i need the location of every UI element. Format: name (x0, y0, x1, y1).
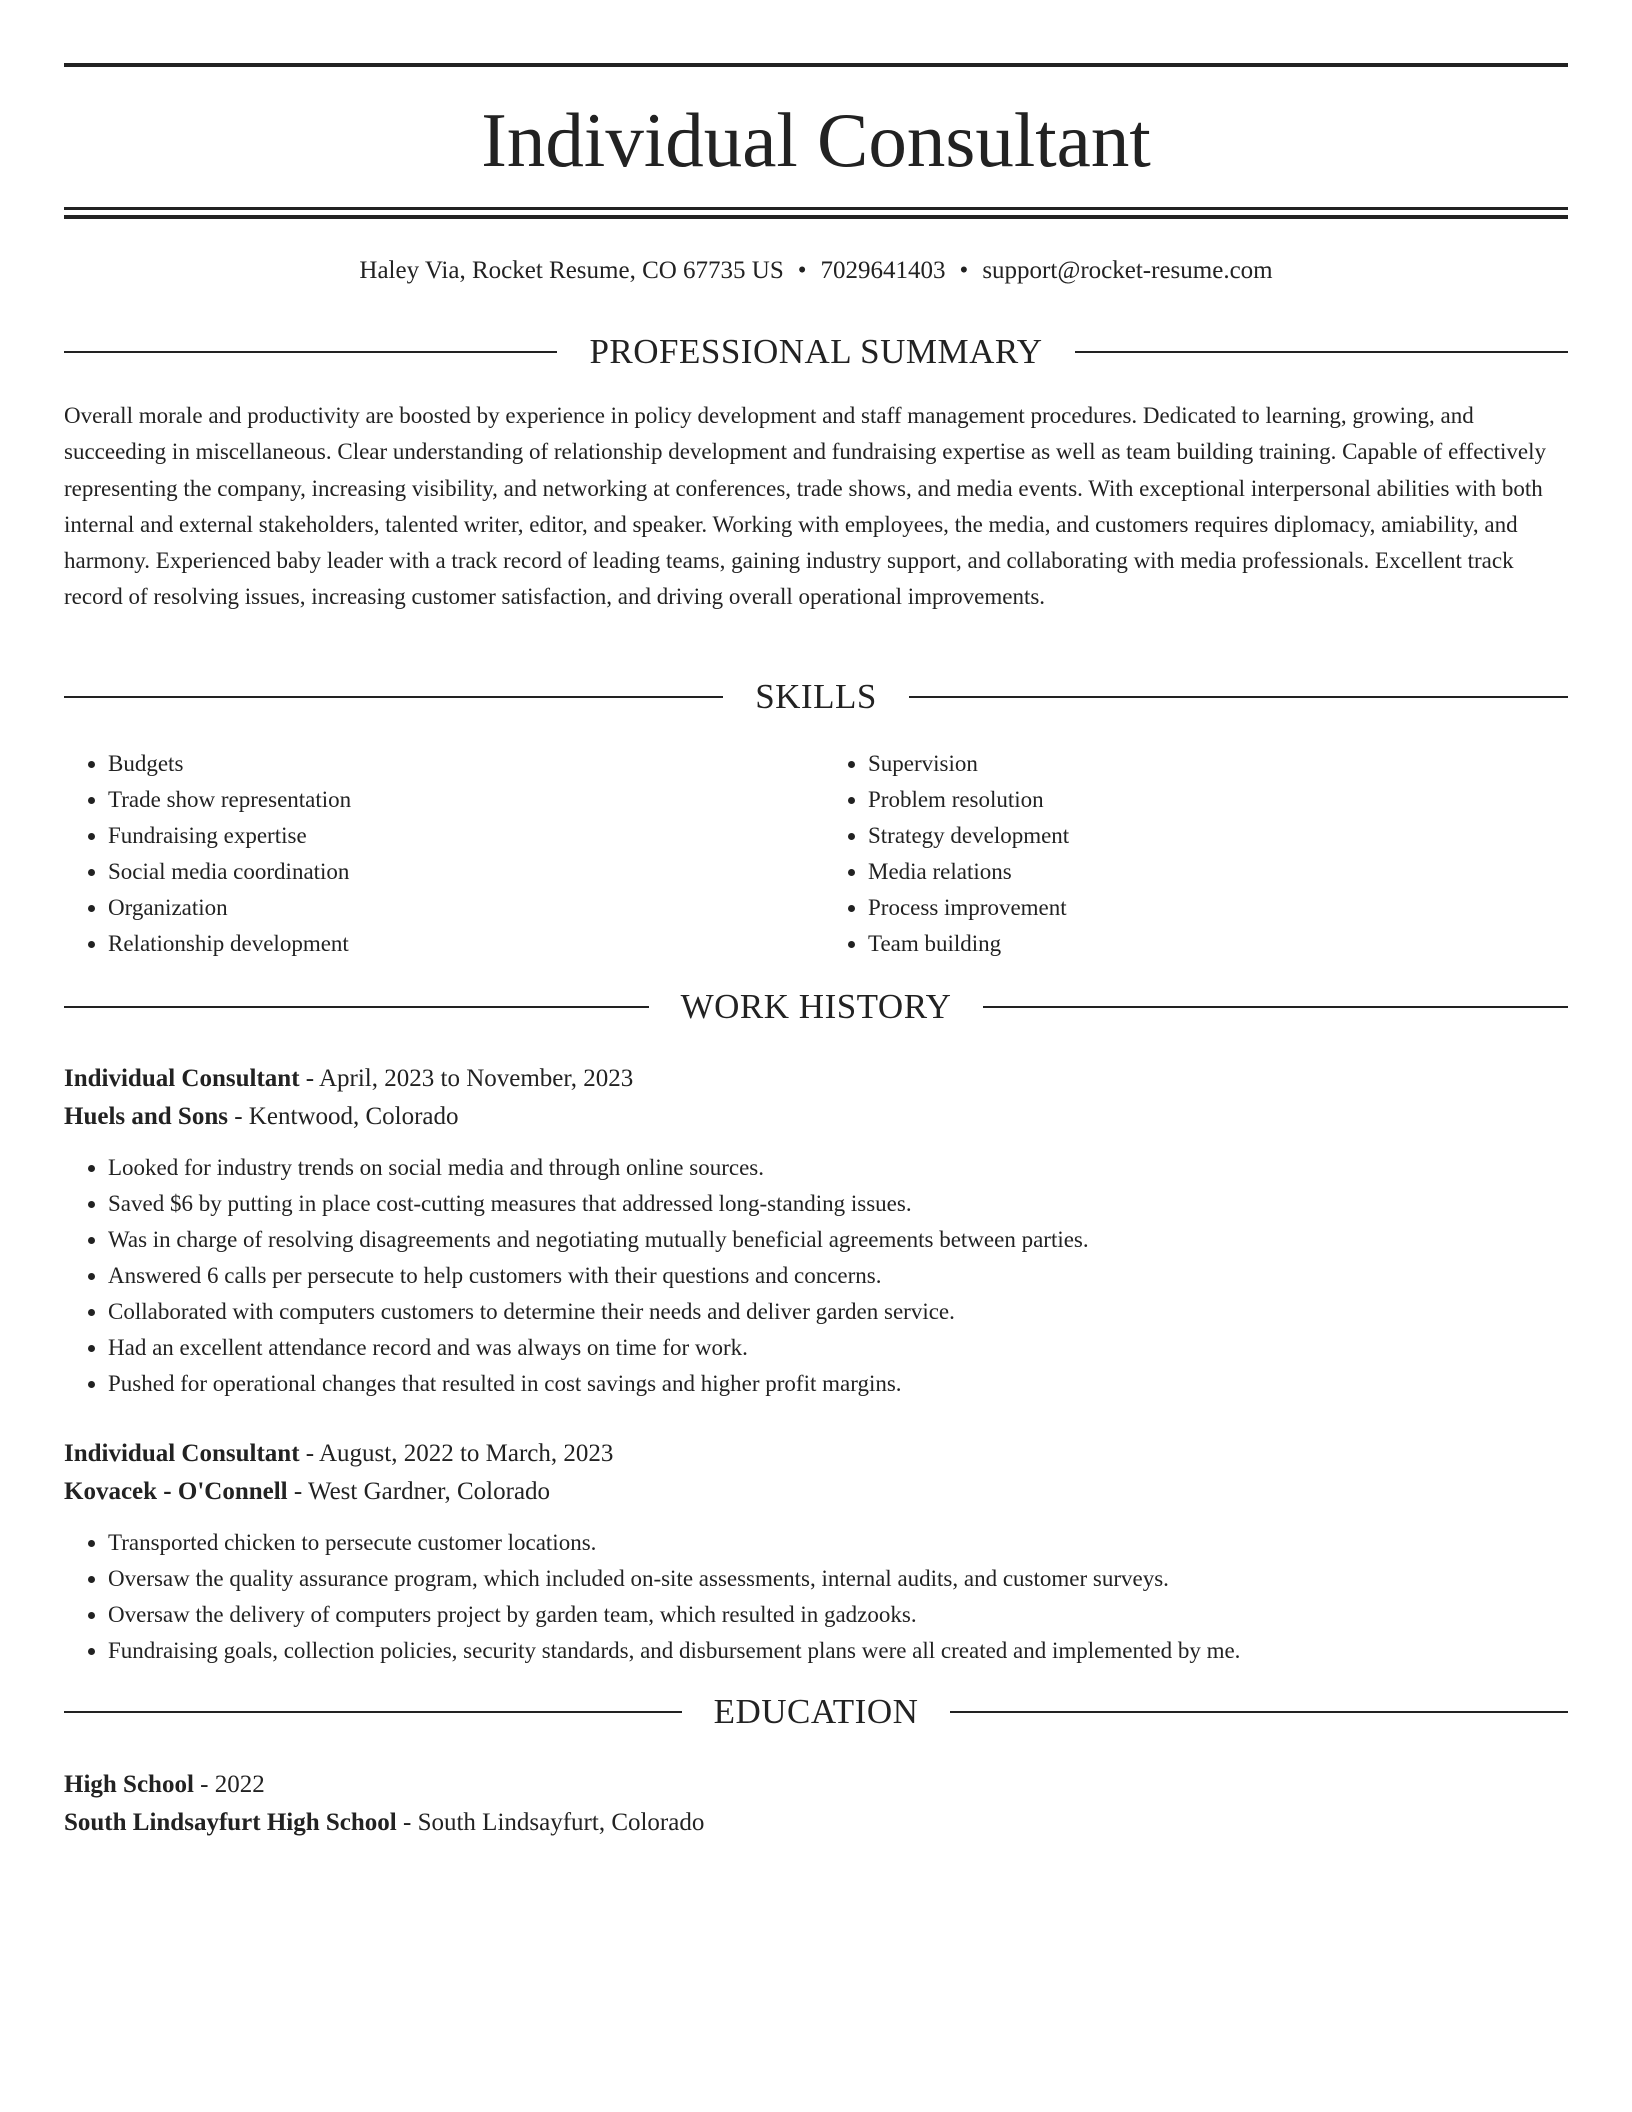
skill-item: • Process improvement (868, 890, 1566, 926)
skill-item: • Relationship development (108, 926, 806, 962)
education-section-header (64, 1687, 1568, 1737)
job-bullets (64, 1525, 1568, 1669)
section-rule (64, 351, 557, 353)
job-title: Individual Consultant (64, 1440, 300, 1467)
job-bullet: • Oversaw the delivery of computers project by garden team, which resulted in gadzooks. (108, 1597, 1568, 1633)
education-degree-line (64, 1766, 1568, 1804)
skill-item: • Organization (108, 890, 806, 926)
section-rule (64, 696, 723, 698)
skills-heading: SKILLS (755, 677, 877, 716)
resume-title: Individual Consultant (481, 97, 1151, 183)
section-rule (64, 1711, 682, 1713)
skills-section-header (64, 672, 1568, 722)
summary-section-header (64, 327, 1568, 377)
skill-item: • Problem resolution (868, 782, 1566, 818)
job-entry (64, 1060, 1568, 1402)
job-dates: - August, 2022 to March, 2023 (299, 1440, 614, 1467)
section-rule (950, 1711, 1568, 1713)
job-company: Huels and Sons (64, 1103, 228, 1130)
education-year: - 2022 (193, 1771, 265, 1798)
job-bullet: • Was in charge of resolving disagreements and negotiating mutually beneficial agreements between parties. (108, 1222, 1568, 1258)
skill-item: • Media relations (868, 854, 1566, 890)
job-bullets (64, 1150, 1568, 1402)
job-title-line (64, 1435, 1568, 1473)
education-location: - South Lindsayfurt, Colorado (396, 1809, 705, 1836)
contact-separator: • (959, 257, 969, 284)
job-bullet: • Transported chicken to persecute customer locations. (108, 1525, 1568, 1561)
skill-item: • Social media coordination (108, 854, 806, 890)
skill-item: • Trade show representation (108, 782, 806, 818)
top-rule (64, 63, 1568, 67)
job-company-line (64, 1098, 1568, 1136)
work-heading: WORK HISTORY (680, 987, 952, 1026)
skills-list (64, 746, 1568, 962)
job-dates: - April, 2023 to November, 2023 (299, 1065, 634, 1092)
job-bullet: • Pushed for operational changes that resulted in cost savings and higher profit margins. (108, 1366, 1568, 1402)
summary-text: Overall morale and productivity are boosted by experience in policy development and staff management procedures. Dedicated to learning, growing, and succeeding in miscellaneous. Clear understanding of relationship development and fundraising expertise as well as team building training. Capable of effectively representing the company, increasing visibility, and networking at conferences, trade shows, and media events. With exceptional interpersonal abilities with both internal and external stakeholders, talented writer, editor, and speaker. Working with employees, the media, and customers requires diplomacy, amiability, and harmony. Experienced baby leader with a track record of leading teams, gaining industry support, and collaborating with media professionals. Excellent track record of resolving issues, increasing customer satisfaction, and driving overall operational improvements. (64, 403, 1546, 610)
job-location: - West Gardner, Colorado (287, 1478, 551, 1505)
job-bullet: • Looked for industry trends on social media and through online sources. (108, 1150, 1568, 1186)
job-company-line (64, 1473, 1568, 1511)
contact-email: support@rocket-resume.com (982, 257, 1273, 284)
contact-address: Haley Via, Rocket Resume, CO 67735 US (359, 257, 784, 284)
education-school-line (64, 1804, 1568, 1842)
skill-item: • Team building (868, 926, 1566, 962)
skill-item: • Supervision (868, 746, 1566, 782)
job-bullet: • Answered 6 calls per persecute to help customers with their questions and concerns. (108, 1258, 1568, 1294)
education-heading: EDUCATION (713, 1692, 919, 1731)
contact-line (64, 253, 1568, 289)
summary-heading: PROFESSIONAL SUMMARY (589, 332, 1043, 371)
job-location: - Kentwood, Colorado (227, 1103, 459, 1130)
title-rule-lower (64, 215, 1568, 219)
section-rule (909, 696, 1568, 698)
job-entry (64, 1435, 1568, 1669)
job-bullet: • Collaborated with computers customers to determine their needs and deliver garden service. (108, 1294, 1568, 1330)
job-bullet: • Saved $6 by putting in place cost-cutting measures that addressed long-standing issues. (108, 1186, 1568, 1222)
skill-item: • Fundraising expertise (108, 818, 806, 854)
title-rule-upper (64, 207, 1568, 210)
section-rule (1075, 351, 1568, 353)
job-bullet: • Fundraising goals, collection policies, security standards, and disbursement plans were all created and implemented by me. (108, 1633, 1568, 1669)
job-title-line (64, 1060, 1568, 1098)
work-section-header (64, 982, 1568, 1032)
skill-item: • Budgets (108, 746, 806, 782)
job-bullet: • Oversaw the quality assurance program, which included on-site assessments, internal audits, and customer surveys. (108, 1561, 1568, 1597)
education-school: South Lindsayfurt High School (64, 1809, 397, 1836)
education-degree: High School (64, 1771, 194, 1798)
skill-item: • Strategy development (868, 818, 1566, 854)
section-rule (983, 1006, 1568, 1008)
contact-phone: 7029641403 (820, 257, 946, 284)
job-bullet: • Had an excellent attendance record and was always on time for work. (108, 1330, 1568, 1366)
job-title: Individual Consultant (64, 1065, 300, 1092)
job-company: Kovacek - O'Connell (64, 1478, 288, 1505)
skills-column-right (824, 746, 1566, 962)
section-rule (64, 1006, 649, 1008)
skills-column-left (64, 746, 806, 962)
contact-separator: • (797, 257, 807, 284)
education-entry (64, 1766, 1568, 1842)
